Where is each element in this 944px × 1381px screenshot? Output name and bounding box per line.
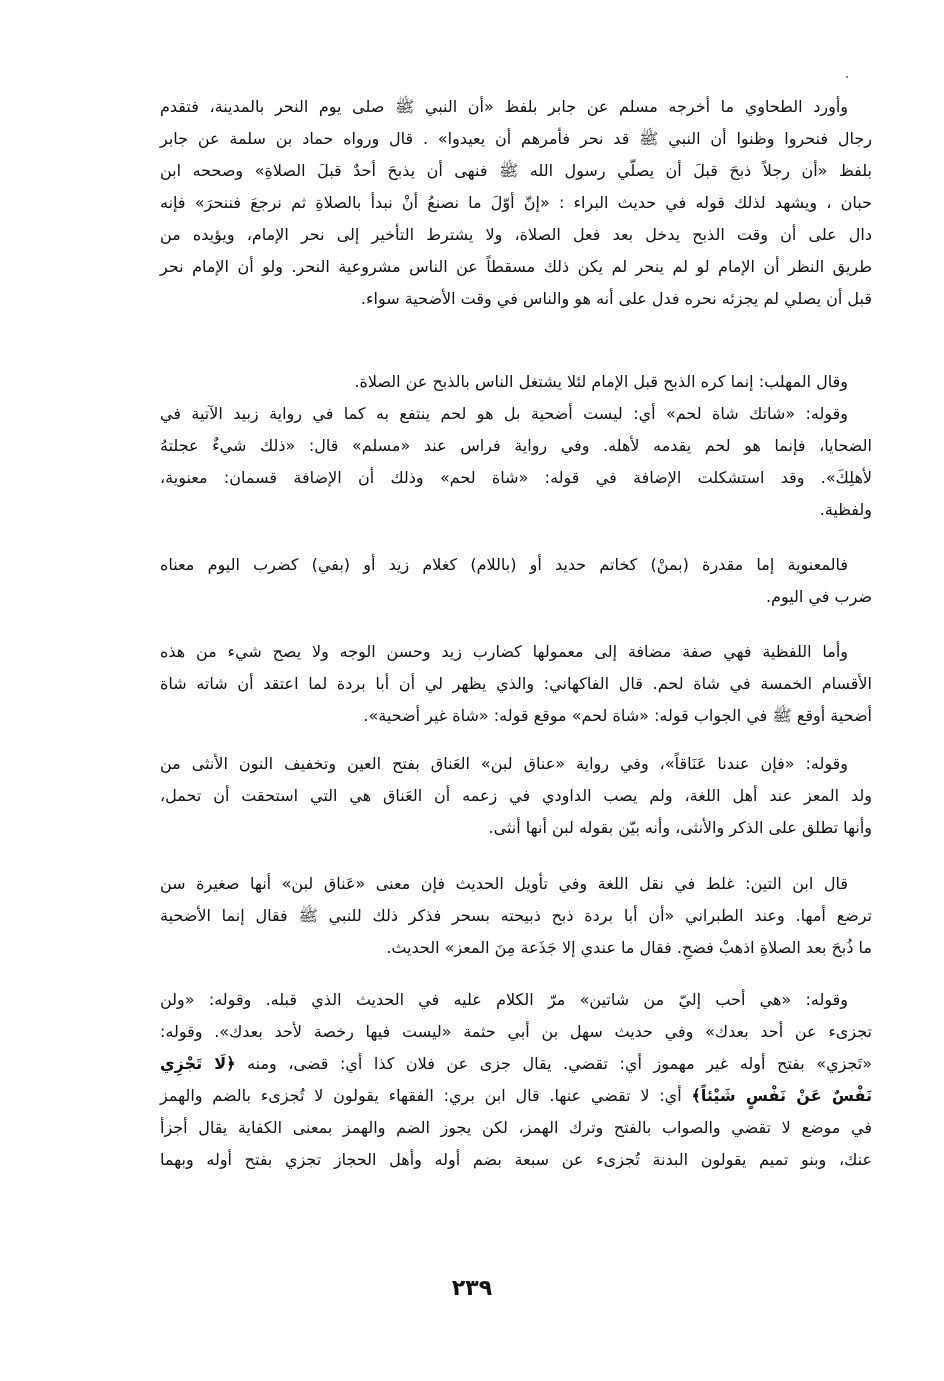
text-line: فالمعنوية إما مقدرة (بمنْ) كخاتم حديد أو (باللام) كغلام زيد أو (بفي) كضرب اليوم معناه [160, 555, 848, 574]
quran-verse: ﴿لَا تَجْزِي [160, 1054, 236, 1073]
text-line: وقوله: «شاتك شاة لحم» أي: ليست أضحية بل هو لحم ينتفع به كما في رواية زبيد الآتية في [160, 404, 848, 423]
paragraph-tajzi [160, 984, 872, 1176]
text-line [160, 1048, 872, 1080]
quran-verse: نَفْسٌ عَنْ نَفْسٍ شَيْئاً﴾ [691, 1086, 872, 1105]
text-line: وقوله: «فإن عندنا عَنَاقاً»، وفي رواية «عناق لبن» العَناق بفتح العين وتخفيف النون الأنثى من [160, 754, 848, 773]
text-line: قال ابن التين: غلط في نقل اللغة وفي تأويل الحديث فإن معنى «عَناق لبن» أنها صغيرة سن [160, 874, 848, 893]
text-line: حبان ، ويشهد لذلك قوله في حديث البراء : «إنّ أوّلَ ما نصنعُ أنْ نبدأ بالصلاةِ ثم نرجعَ فننحرَ» فإنه [160, 193, 872, 212]
page-number: ٢٣٩ [451, 1276, 493, 1301]
paragraph-shatuka [160, 398, 872, 526]
text-line: ما ذُبحَ بعد الصلاةِ اذهبْ فضحِ. فقال ما عندي إلا جَذَعة مِنَ المعز» الحديث. [386, 938, 872, 957]
text-line: تجزىء عن أحد بعدك» وفي حديث سهل بن أبي حثمة «ليست فيها رخصة لأحد بعدك». وقوله: [160, 1022, 872, 1041]
text-line: وأنها تطلق على الذكر والأنثى، وأنه بيّن بقوله لبن أنها أنثى. [488, 818, 872, 837]
paragraph-lafziya [160, 636, 872, 732]
text-line: وأما اللفظية فهي صفة مضافة إلى معمولها كضارب زيد وحسن الوجه ولا يصح شيء من هذه [160, 642, 848, 661]
text-line: الضحايا، فإنما هو لحم يقدمه لأهله. وفي رواية فراس عند «مسلم» قال: «ذلك شيءٌ عجلتهُ [160, 436, 872, 455]
paragraph-manawiya [160, 549, 872, 613]
text-line: الأقسام الخمسة في شاة لحم. قال الفاكهاني: والذي يظهر لي أن أبا بردة لما اعتقد أن شاته شاة [160, 674, 872, 693]
text-line: ترضع أمها. وعند الطبراني «أن أبا بردة ذبح ذبيحته بسحر فذكر ذلك للنبي ﷺ فقال إنما الأضحية [160, 906, 872, 925]
text-segment: «تَجزي» بفتح أوله غير مهموز أي: تقضي. يقال جزى عن فلان كذا أي: قضى، ومنه [247, 1054, 872, 1073]
text-line [160, 1080, 872, 1112]
text-line: دال على أن وقت الذبح يدخل بعد فعل الصلاة، ولا يشترط التأخير إلى نحر الإمام، ويؤيده من [160, 225, 872, 244]
scan-mark [846, 76, 848, 78]
text-line: أضحية أوقع ﷺ في الجواب قوله: «شاة لحم» موقع قوله: «شاة غير أضحية». [363, 706, 872, 725]
text-line: بلفظ «أن رجلاً ذبحَ قبلَ أن يصلّي رسول الله ﷺ فنهى أن يذبحَ أحدٌ قبلَ الصلاةِ» وصححه ابن [160, 161, 872, 180]
text-line: لأهلِكَ». وقد استشكلت الإضافة في قوله: «شاة لحم» وذلك أن الإضافة قسمان: معنوية، [160, 468, 872, 487]
text-line: رجال فنحروا وظنوا أن النبي ﷺ قد نحر فأمرهم أن يعيدوا» . قال ورواه حماد بن سلمة عن جابر [160, 129, 872, 148]
text-segment: أي: لا تقضي عنها. قال ابن بري: الفقهاء يقولون لا تُجزىء بالضم والهمز [160, 1086, 682, 1105]
text-line: ولد المعز عند أهل اللغة، ولم يصب الداودي في زعمه أن العَناق هي التي استحقت أن تحمل، [160, 786, 872, 805]
text-line: عنك، وبنو تميم يقولون البدنة تُجزىء عن سبعة بضم أوله وأهل الحجاز تجزي بفتح أوله وبهما [160, 1150, 872, 1169]
text-line: قبل أن يصلي لم يجزئه نحره فدل على أنه هو والناس في وقت الأضحية سواء. [360, 289, 872, 308]
text-line: وأورد الطحاوي ما أخرجه مسلم عن جابر بلفظ «أن النبي ﷺ صلى يوم النحر بالمدينة، فتقدم [160, 97, 848, 116]
paragraph-muhallab [160, 366, 872, 398]
paragraph-tahawi [160, 91, 872, 315]
text-line: في موضع لا تقضي والصواب بالفتح وترك الهمز، لكن يجوز الضم والهمز بمعنى الكفاية يقال أجزأ [160, 1118, 872, 1137]
text-line: طريق النظر أن الإمام لو لم ينحر لم يكن ذلك مسقطاً عن الناس مشروعية النحر. ولو أن الإمام نحر [160, 257, 872, 276]
text-line: ولفظية. [819, 500, 872, 519]
text-line: وقال المهلب: إنما كره الذبح قبل الإمام لئلا يشتغل الناس بالذبح عن الصلاة. [354, 372, 848, 391]
paragraph-ibn-al-tin [160, 868, 872, 964]
text-line: ضرب في اليوم. [765, 587, 872, 606]
text-line: وقوله: «هي أحب إليّ من شاتين» مرّ الكلام عليه في الحديث الذي قبله. وقوله: «ولن [160, 990, 848, 1009]
paragraph-anaq [160, 748, 872, 844]
